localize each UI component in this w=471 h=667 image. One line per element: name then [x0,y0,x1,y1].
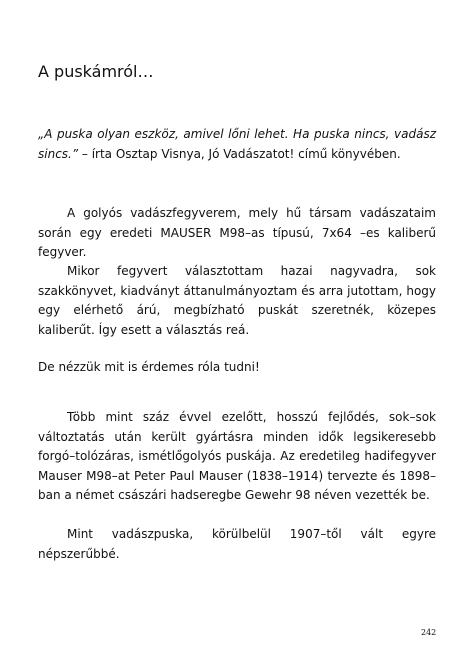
quote-italic-text: „A puska olyan eszköz, amivel lőni lehet. Ha puska nincs, vadász sincs.” [38,127,436,161]
paragraph-hunting-use: Mint vadászpuska, körülbelül 1907–től vált egyre népszerűbbé. [38,527,436,561]
paragraph-transition: De nézzük mit is érdemes róla tudni! [38,360,260,374]
opening-quote [38,125,436,164]
quote-attribution: – írta Osztap Visnya, Jó Vadászatot! című könyvében. [78,146,401,161]
paragraph-history: Több mint száz évvel ezelőtt, hosszú fejlődés, sok–sok változtatás után került gyártásra minden idők legsikeresebb forgó–tolózáras, ismétlőgolyós puskája. Az eredetileg hadifegyver Mauser M98–at Peter Paul Mauser (1838–1914) tervezte és 1898–ban a német császári hadseregbe Gewehr 98 néven vezették be. [38,410,436,502]
paragraph-choice: Mikor fegyvert választottam hazai nagyvadra, sok szakkönyvet, kiadványt áttanulmányoztam és arra jutottam, hogy egy elérhető árú, megbízható puskát szeretnék, közepes kaliberűt. Így esett a választás reá. [38,264,436,337]
paragraph-rifle-intro: A golyós vadászfegyverem, mely hű társam vadászataim során egy eredeti MAUSER M98–as típusú, 7x64 –es kaliberű fegyver. [38,206,436,259]
page-number: 242 [421,628,437,637]
page-title: A puskámról… [38,62,154,81]
